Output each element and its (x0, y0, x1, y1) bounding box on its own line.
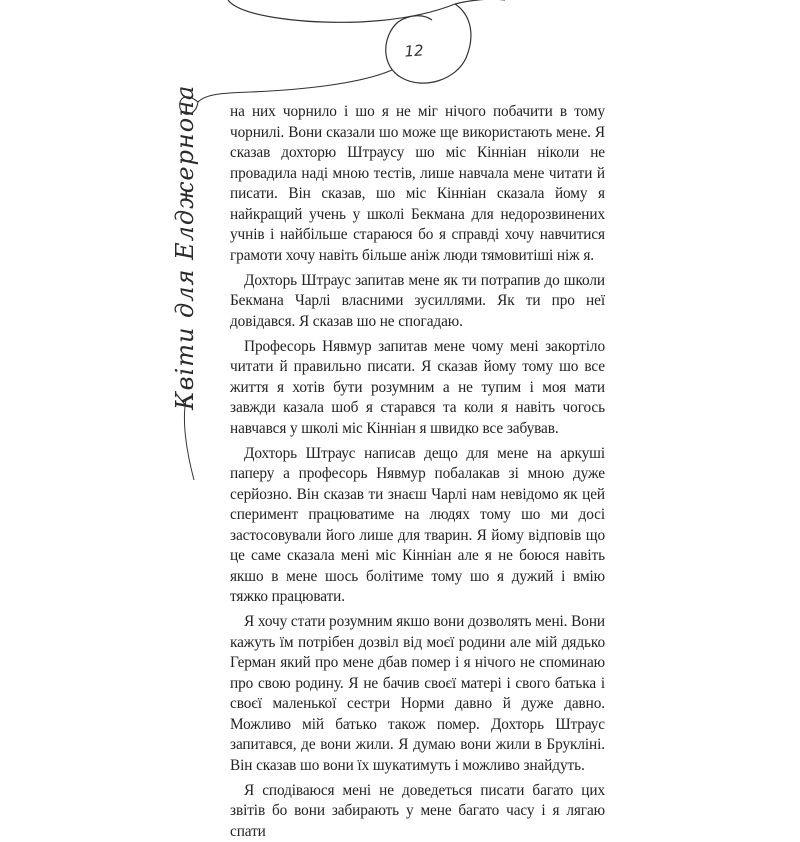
paragraph: Я сподіваюся мені не доведеться писати багато цих звітів бо вони забирають у мене багато часу і я лягаю спати (230, 781, 605, 840)
page-number: 12 (403, 41, 425, 61)
paragraph: Дохторь Штраус запитав мене як ти потрапив до школи Бекмана Чарлі власними зусиллями. Як ти про неї довідався. Я сказав шо не спогадаю. (230, 271, 605, 330)
paragraph: Професорь Нявмур запитав мене чому мені закортіло читати й правильно писати. Я сказав йому тому шо все життя я хотів бути розумним а не тупим і моя мати завжди казала шоб я старався та коли я навіть чогось навчався у школі міс Кінніан я швидко все забував. (230, 337, 605, 437)
paragraph: на них чорнило і шо я не міг нічого побачити в тому чорнилі. Вони сказали шо може ще використають мене. Я сказав дохторю Штраусу шо міс Кінніан ніколи не провадила наді мною тестів, лише навчала мене читати й писати. Він сказав, шо міс Кінніан сказала йому я найкращий учень у школі Бекмана для недорозвинених учнів і найбільше стараюся бо я справді хочу навчитися грамоти хочу навіть більше аніж люди тямовитіші ніж я. (230, 103, 605, 264)
paragraph: Я хочу стати розумним якшо вони дозволять мені. Вони кажуть їм потрібен дозвіл від моєї родини але мій дядько Герман який про мене дбав помер і я нічого не споминаю про свою родину. Я не бачив своєї матері і свого батька і своєї маленької сестри Норми давно й дуже давно. Можливо мій батько також помер. Дохторь Штраус запитався, де вони жили. Я думаю вони жили в Брукліні. Він сказав шо вони їх шукатимуть і можливо знайдуть. (230, 613, 605, 774)
body-text (230, 102, 605, 842)
book-title-vertical: Квіти для Елджернона (171, 84, 199, 410)
paragraph: Дохторь Штраус написав дещо для мене на аркуші паперу а професорь Нявмур побалакав зі мною дуже серйозно. Він сказав ти знаєш Чарлі нам невідомо як цей сперимент працюватиме на людях тому шо ми досі застосовували його лише для тварин. Я йому відповів що це саме сказала мені міс Кінніан але я не боюся навіть якшо в мене шось болітиме тому шо я дужий і вмію тяжко працювати. (230, 444, 605, 606)
